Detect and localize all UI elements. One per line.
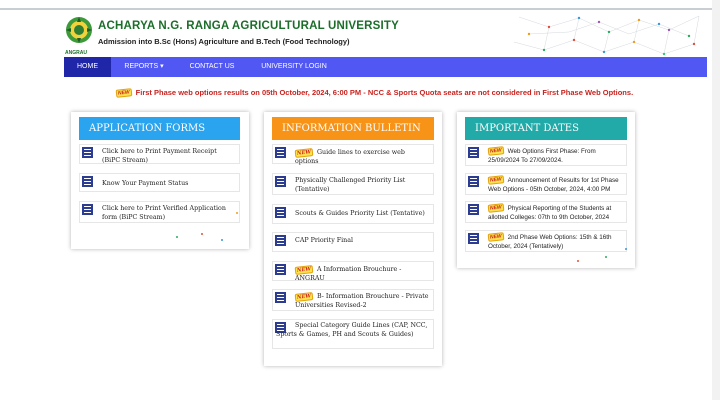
information-bulletin-panel (264, 112, 442, 366)
site-header (64, 12, 707, 57)
nav-university-login[interactable]: UNIVERSITY LOGIN (261, 63, 327, 70)
list-icon (275, 292, 286, 303)
item-label: Scouts & Guides Priority List (Tentative) (295, 210, 425, 217)
list-item-payment-status[interactable] (79, 173, 240, 192)
item-label: CAP Priority Final (295, 237, 353, 244)
main-navbar (64, 57, 707, 77)
list-icon (275, 235, 286, 246)
list-item-special-category[interactable] (272, 319, 434, 349)
new-badge-icon: NEW (295, 148, 314, 158)
item-label: Click here to Print Payment Receipt (BiPC Stream) (102, 148, 217, 164)
list-item-web-option-guidelines[interactable] (272, 144, 434, 164)
list-item-first-phase-dates[interactable] (465, 144, 627, 166)
admission-subtitle: Admission into B.Sc (Hons) Agriculture and B.Tech (Food Technology) (98, 37, 350, 46)
important-dates-panel (457, 112, 635, 268)
nav-home[interactable]: HOME (64, 57, 111, 77)
item-label: Know Your Payment Status (102, 180, 189, 187)
list-icon (468, 204, 479, 215)
item-label: 2nd Phase Web Options: 15th & 16th October, 2024 (Tentatively) (488, 234, 612, 250)
ticker-text: First Phase web options results on 05th October, 2024, 6:00 PM - NCC & Sports Quota seats are not considered in First Phase Web Options. (135, 88, 634, 97)
list-icon (275, 207, 286, 218)
list-item-cap-priority[interactable] (272, 232, 434, 252)
network-graphic (509, 12, 707, 57)
list-icon (275, 264, 286, 275)
item-label: A Information Brouchure - ANGRAU (295, 266, 402, 282)
logo-caption: ANGRAU (65, 50, 87, 56)
list-icon (275, 147, 286, 158)
list-item-verified-application[interactable] (79, 201, 240, 223)
item-label: Guide lines to exercise web options (295, 149, 405, 165)
item-label: Click here to Print Verified Application form (BiPC Stream) (102, 205, 226, 221)
item-label: B- Information Brouchure - Private Universities Revised-2 (295, 293, 429, 309)
university-logo (64, 14, 94, 54)
important-dates-heading: IMPORTANT DATES (465, 117, 627, 140)
list-icon (468, 176, 479, 187)
list-icon (82, 147, 93, 158)
list-icon (82, 176, 93, 187)
nav-contact-us[interactable]: CONTACT US (189, 63, 235, 70)
new-badge-icon: NEW (488, 176, 504, 186)
decor-dot (176, 236, 178, 238)
new-badge-icon: NEW (295, 292, 314, 302)
item-label: Physical Reporting of the Students at allotted Colleges: 07th to 9th October, 2024 (488, 205, 612, 221)
item-label: Physically Challenged Priority List (Tentative) (295, 177, 406, 193)
list-item-results-announcement[interactable] (465, 173, 627, 195)
top-border (0, 8, 720, 10)
decor-dot (577, 260, 579, 262)
item-label: Special Category Guide Lines (CAP, NCC, Sports & Games, PH and Scouts & Guides) (276, 322, 428, 338)
decor-dot (201, 233, 203, 235)
new-badge-icon: NEW (295, 265, 314, 275)
university-title: ACHARYA N.G. RANGA AGRICULTURAL UNIVERSITY (98, 20, 400, 32)
list-item-brochure-private[interactable] (272, 289, 434, 311)
list-icon (468, 147, 479, 158)
list-item-second-phase[interactable] (465, 230, 627, 252)
application-forms-heading: APPLICATION FORMS (79, 117, 240, 140)
list-icon (275, 176, 286, 187)
list-item-scouts-guides-list[interactable] (272, 204, 434, 224)
information-bulletin-heading: INFORMATION BULLETIN (272, 117, 434, 140)
decor-dot (625, 248, 627, 250)
decor-dot (221, 239, 223, 241)
list-icon (468, 233, 479, 244)
application-forms-panel (71, 112, 249, 249)
item-label: Announcement of Results for 1st Phase Web Options - 05th October, 2024, 4:00 PM (488, 177, 619, 193)
list-icon (82, 204, 93, 215)
new-badge-icon: NEW (488, 147, 504, 157)
decor-dot (236, 212, 238, 214)
new-badge-icon: NEW (116, 88, 132, 98)
list-item-physical-reporting[interactable] (465, 201, 627, 223)
nav-reports-dropdown[interactable]: REPORTS ▾ (124, 63, 164, 70)
decor-dot (605, 256, 607, 258)
new-badge-icon: NEW (488, 204, 504, 214)
item-label: Web Options First Phase: From 25/09/2024 To 27/09/2024. (488, 148, 596, 164)
new-badge-icon: NEW (488, 233, 504, 243)
list-item-brochure-angrau[interactable] (272, 261, 434, 281)
scrollbar-track[interactable] (712, 0, 720, 400)
list-item-payment-receipt[interactable] (79, 144, 240, 164)
announcement-ticker[interactable] (116, 88, 633, 97)
list-item-pc-priority-list[interactable] (272, 173, 434, 195)
